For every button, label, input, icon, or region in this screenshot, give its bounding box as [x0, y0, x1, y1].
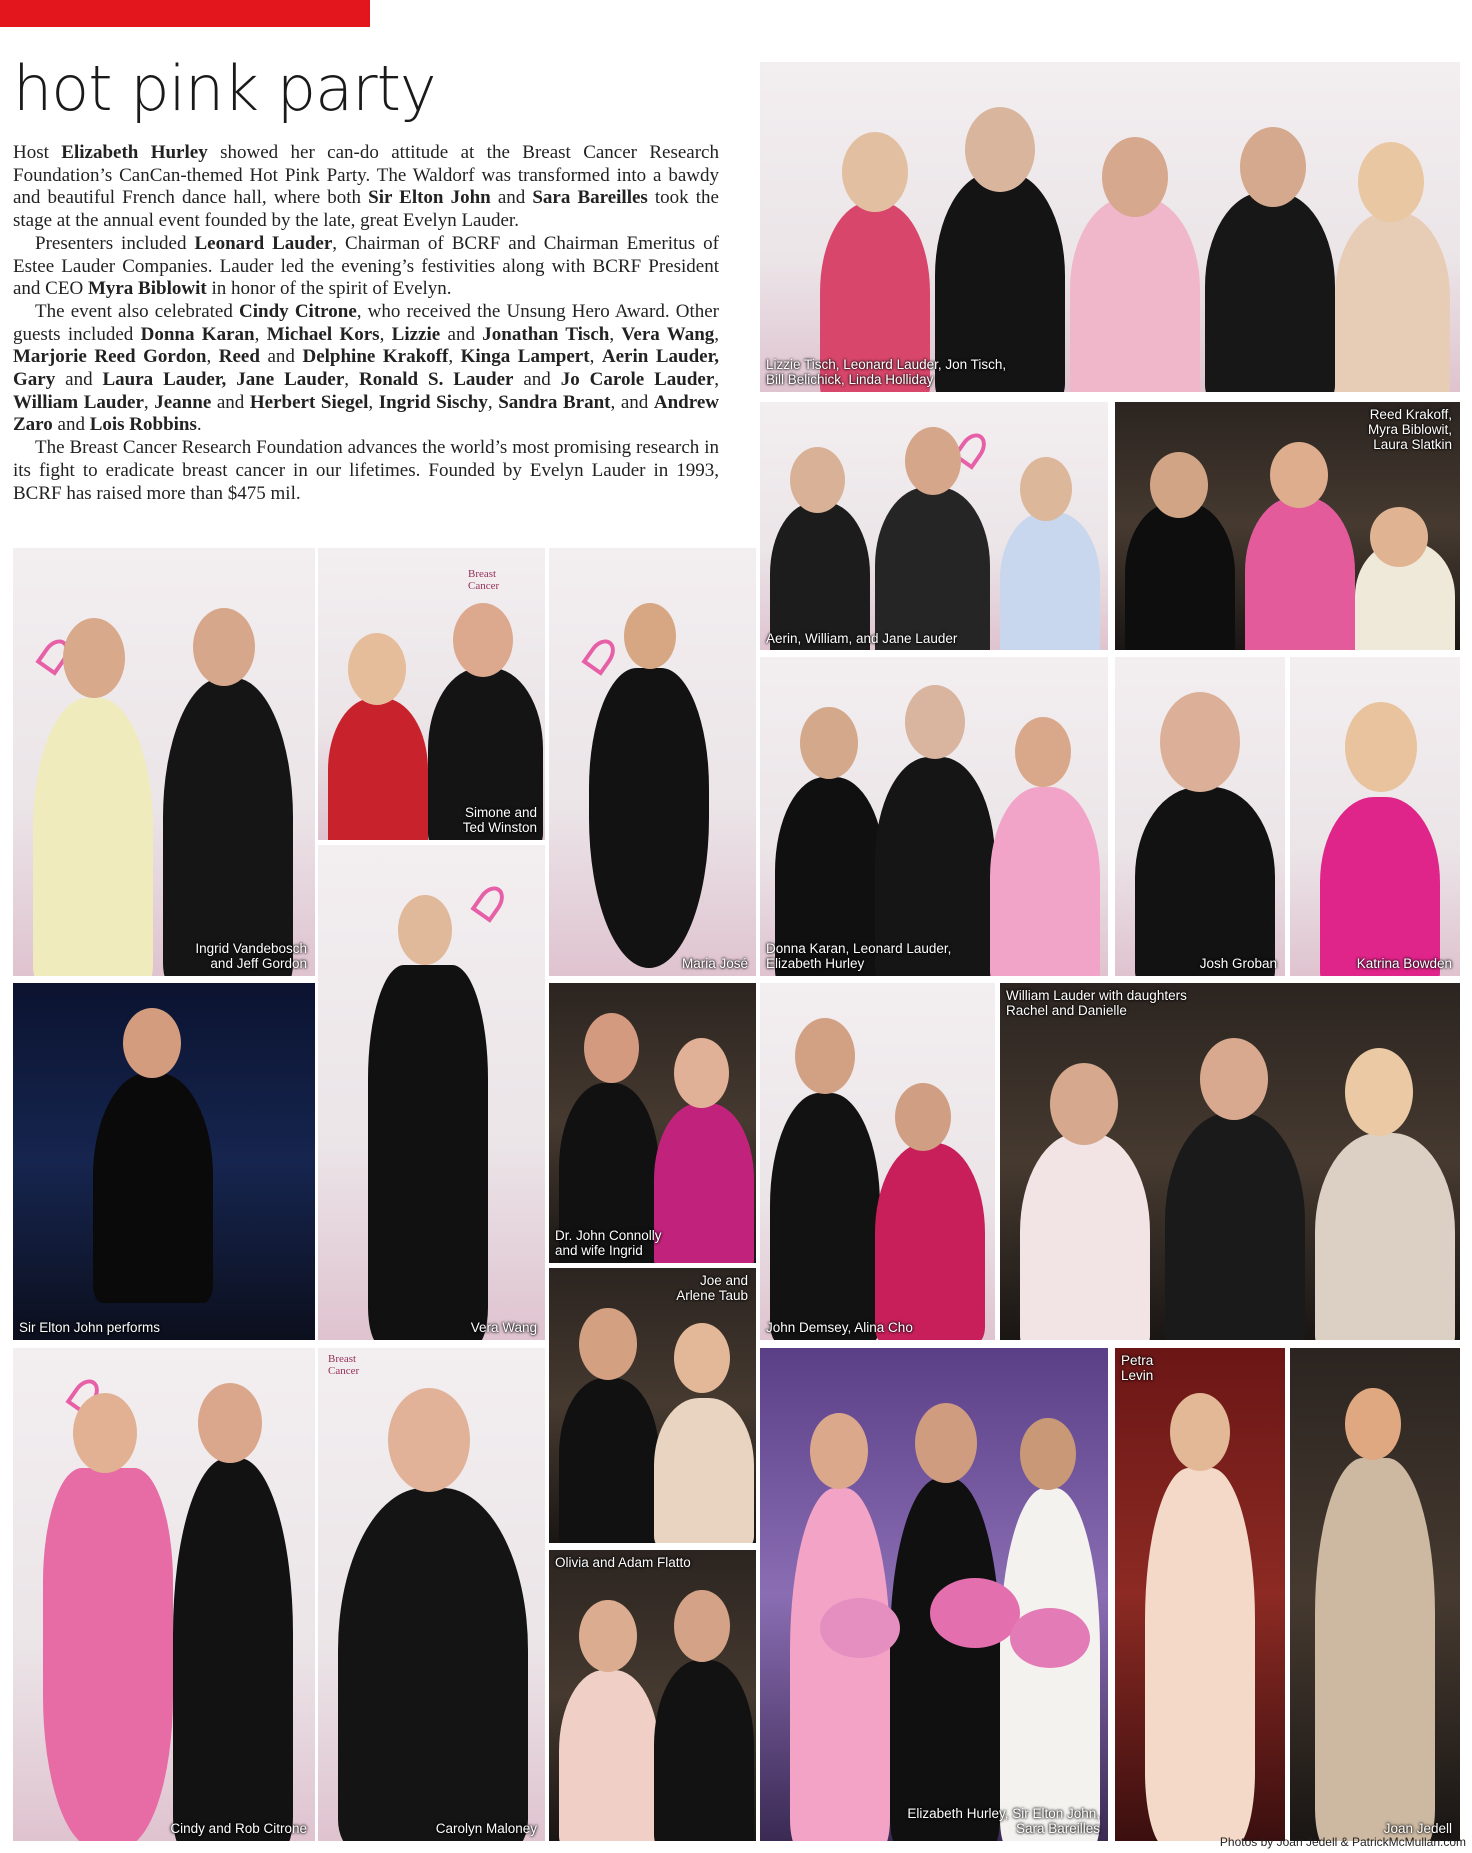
article-paragraph-3: The event also celebrated Cindy Citrone, who received the Unsung Hero Award. Other guests included Donna Karan, Michael Kors, Lizzie and Jonathan Tisch, Vera Wang, Marjorie Reed Gordon, Reed and Delphine Krakoff, Kinga Lampert, Aerin Lauder, Gary and Laura Lauder, Jane Lauder, Ronald S. Lauder and Jo Carole Lauder, William Lauder, Jeanne and Herbert Siegel, Ingrid Sischy, Sandra Brant, and Andrew Zaro and Lois Robbins.	[13, 300, 720, 436]
section-color-bar	[0, 0, 370, 27]
photo-josh-groban	[1115, 657, 1285, 976]
photo-caption: Dr. John Connolly and wife Ingrid	[555, 1228, 662, 1258]
photo-caption: Ingrid Vandebosch and Jeff Gordon	[195, 941, 307, 971]
photo-ingrid-vandebosch	[13, 548, 315, 976]
photo-simone-ted-winston	[318, 548, 545, 840]
photo-reed-krakoff-group	[1115, 402, 1460, 650]
photo-credit: Photos by Joan Jedell & PatrickMcMullan.com	[1219, 1835, 1466, 1849]
photo-caption: Lizzie Tisch, Leonard Lauder, Jon Tisch, Bill Belichick, Linda Holliday	[766, 357, 1007, 387]
photo-caption: Joe and Arlene Taub	[676, 1273, 748, 1303]
photo-joan-jedell	[1290, 1348, 1460, 1841]
photo-caption: Simone and Ted Winston	[462, 805, 537, 835]
photo-petra-levin	[1115, 1348, 1285, 1841]
article-paragraph-4: The Breast Cancer Research Foundation advances the world’s most promising research in its fight to eradicate breast cancer in our lifetimes. Founded by Evelyn Lauder in 1993, BCRF has raised more than $475 mil.	[13, 437, 719, 504]
photo-caption: William Lauder with daughters Rachel and Danielle	[1006, 988, 1187, 1018]
photo-caption: Cindy and Rob Citrone	[170, 1821, 307, 1836]
photo-olivia-adam-flatto	[549, 1550, 756, 1841]
photo-caption: John Demsey, Alina Cho	[766, 1320, 913, 1335]
photo-caption: Aerin, William, and Jane Lauder	[766, 631, 958, 646]
photo-caption: Sir Elton John performs	[19, 1320, 161, 1335]
photo-caption: Josh Groban	[1199, 956, 1277, 971]
photo-elton-john-performs	[13, 983, 315, 1340]
photo-caption: Maria José	[681, 956, 748, 971]
photo-lizzie-tisch-group	[760, 62, 1460, 392]
photo-caption: Olivia and Adam Flatto	[555, 1555, 691, 1570]
photo-katrina-bowden	[1290, 657, 1460, 976]
photo-maria-jose	[549, 548, 756, 976]
article-body	[13, 142, 719, 505]
bcrf-logo: Breast Cancer	[468, 568, 500, 592]
article-paragraph-1: Host Elizabeth Hurley showed her can-do attitude at the Breast Cancer Research Foundation’s CanCan-themed Hot Pink Party. The Waldorf was transformed into a bawdy and beautiful French dance hall, where both Sir Elton John and Sara Bareilles took the stage at the annual event founded by the late, great Evelyn Lauder.	[13, 142, 719, 232]
photo-joe-arlene-taub	[549, 1268, 756, 1543]
photo-caption: Katrina Bowden	[1356, 956, 1452, 971]
photo-aerin-lauder-group	[760, 402, 1108, 650]
photo-caption: Donna Karan, Leonard Lauder, Elizabeth Hurley	[766, 941, 952, 971]
bcrf-logo: Breast Cancer	[328, 1353, 360, 1377]
photo-hurley-elton-bareilles	[760, 1348, 1108, 1841]
photo-donna-karan-group	[760, 657, 1108, 976]
photo-caption: Carolyn Maloney	[435, 1821, 537, 1836]
page-title: hot pink party	[13, 52, 436, 125]
photo-vera-wang	[318, 845, 545, 1340]
article-paragraph-2: Presenters included Leonard Lauder, Chairman of BCRF and Chairman Emeritus of Estee Lauder Companies. Lauder led the evening’s festivities along with BCRF President and CEO Myra Biblowit in honor of the spirit of Evelyn.	[13, 232, 719, 300]
photo-caption: Petra Levin	[1121, 1353, 1154, 1383]
photo-caption: Elizabeth Hurley, Sir Elton John, Sara Bareilles	[907, 1806, 1100, 1836]
photo-carolyn-maloney	[318, 1348, 545, 1841]
photo-caption: Joan Jedell	[1383, 1821, 1452, 1836]
photo-caption: Vera Wang	[470, 1320, 537, 1335]
photo-demsey-cho	[760, 983, 995, 1340]
photo-william-lauder-daughters	[1000, 983, 1460, 1340]
photo-caption: Reed Krakoff, Myra Biblowit, Laura Slatkin	[1367, 407, 1452, 452]
photo-connolly	[549, 983, 756, 1263]
photo-cindy-rob-citrone	[13, 1348, 315, 1841]
